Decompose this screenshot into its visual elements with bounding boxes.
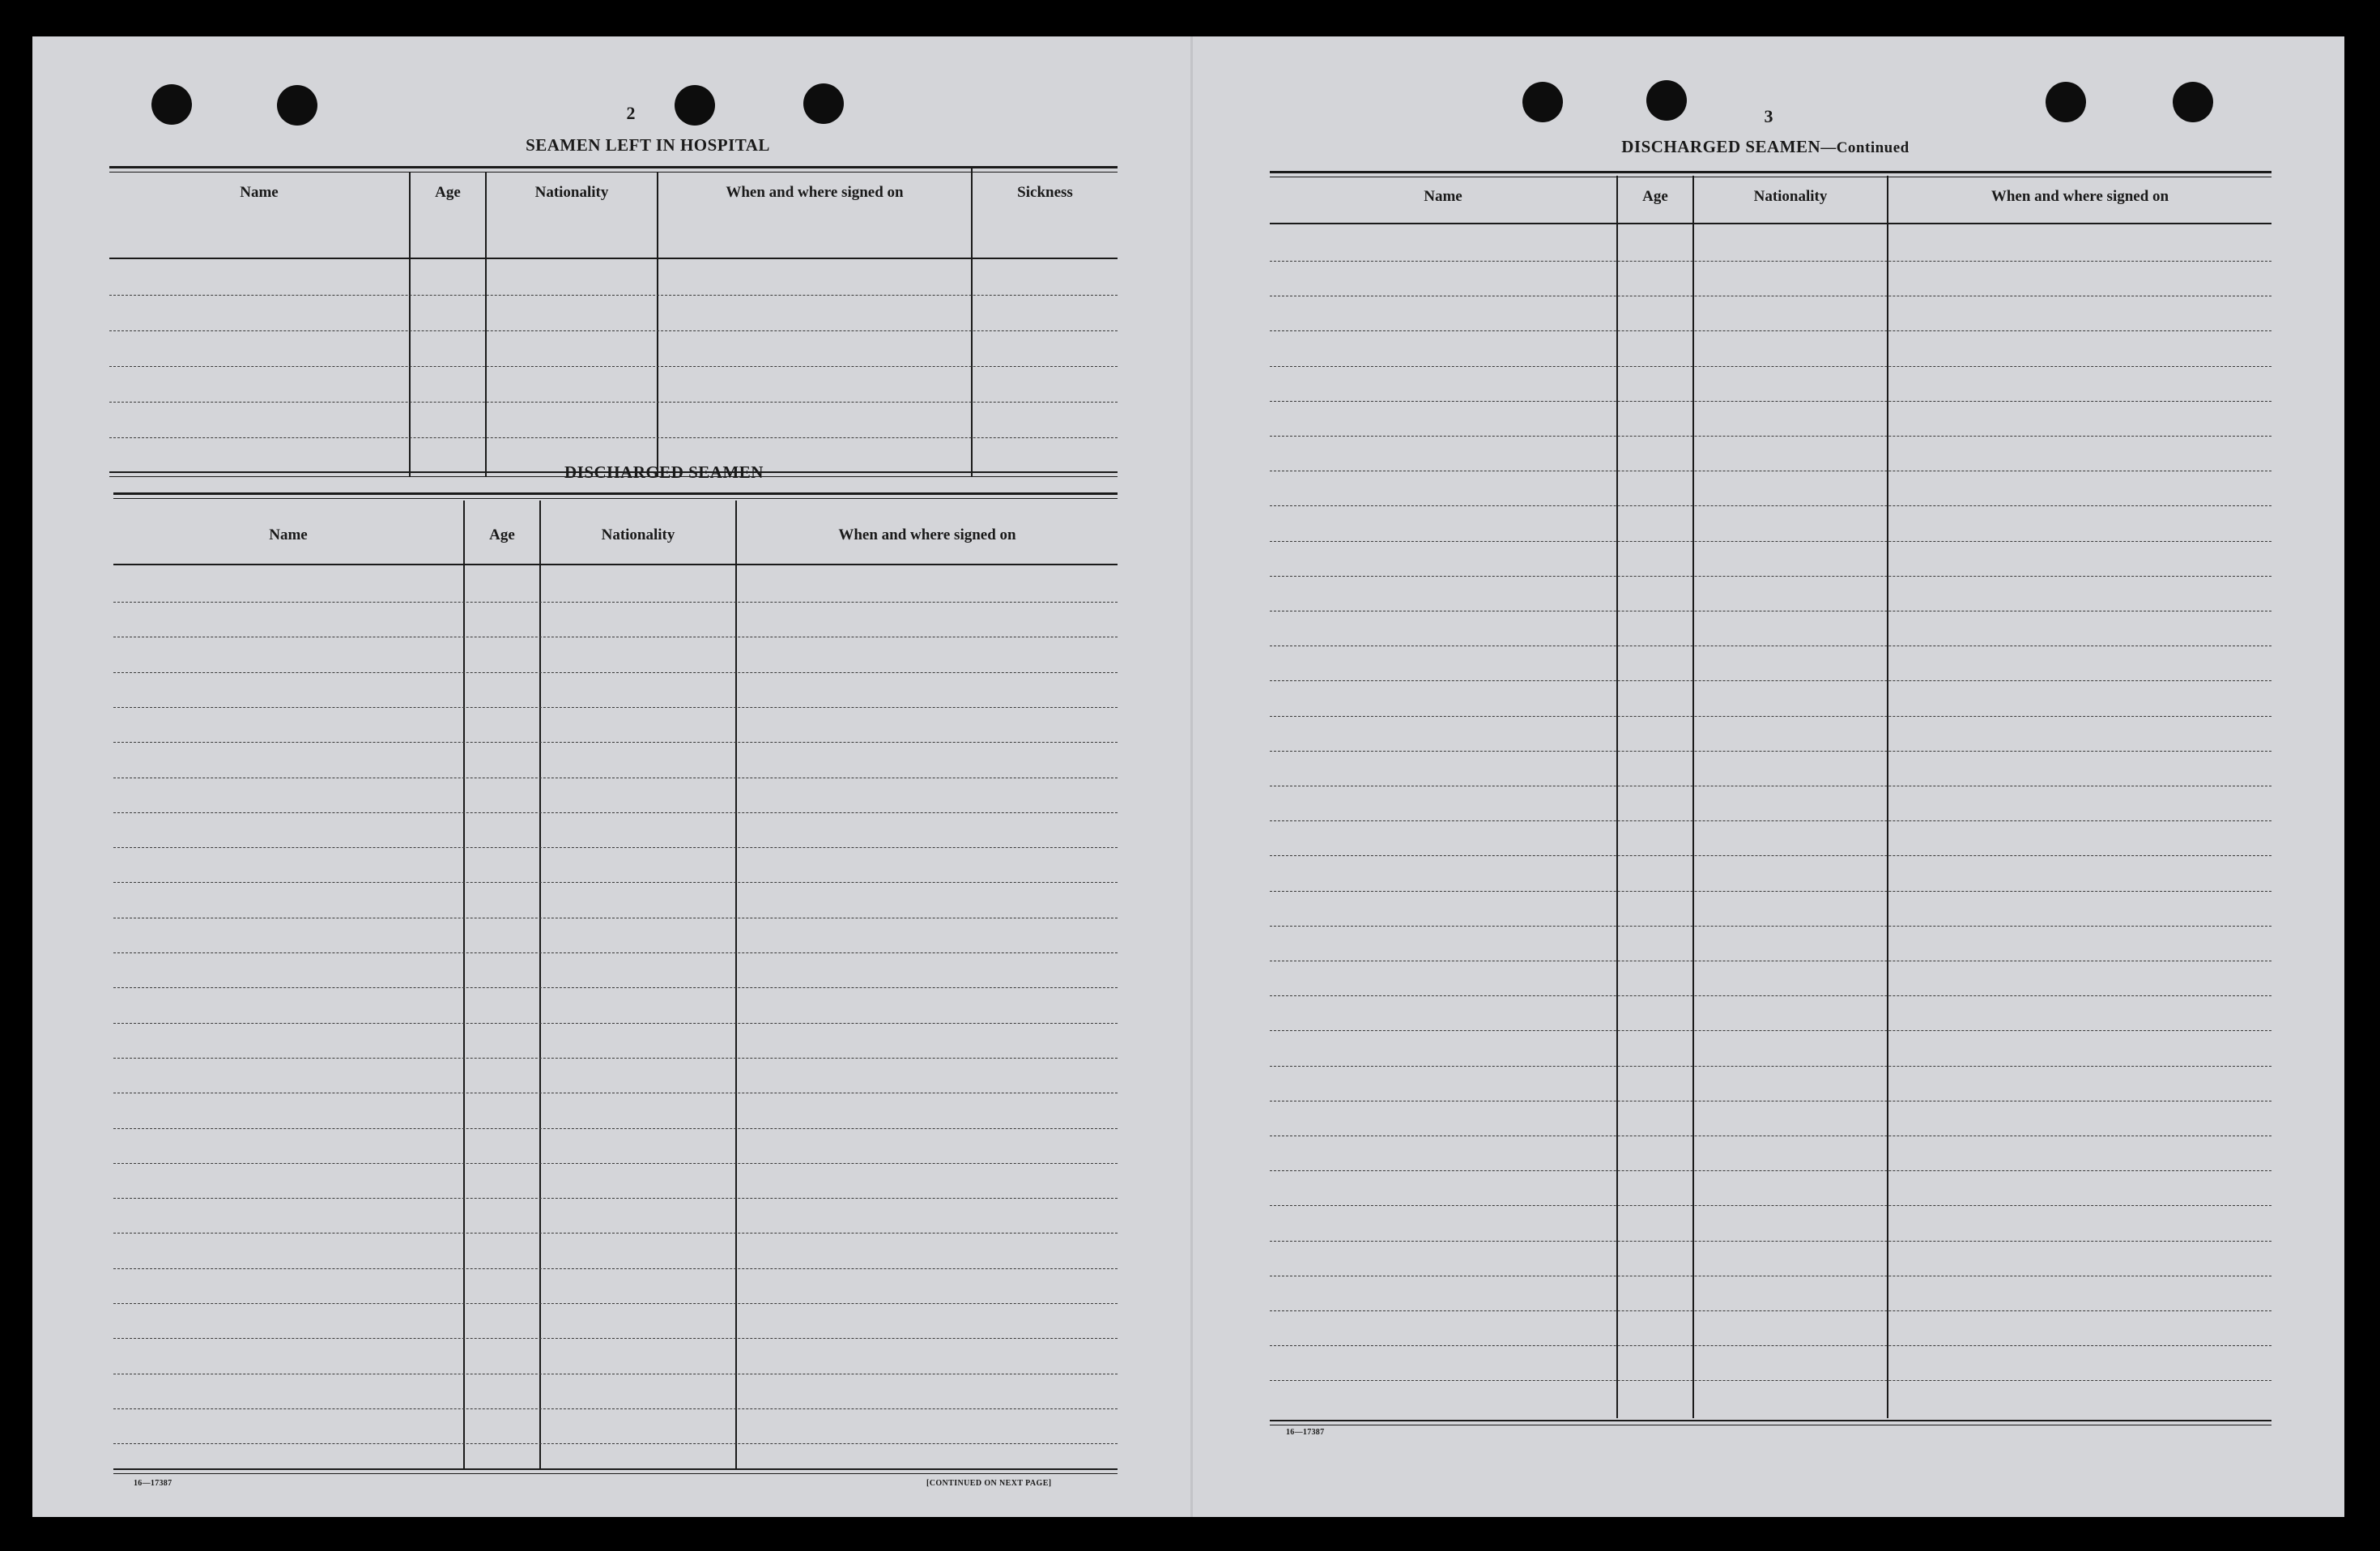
row-line — [113, 812, 1118, 813]
table-top-rule — [1270, 171, 2271, 173]
row-line — [113, 847, 1118, 848]
column-header-name: Name — [269, 526, 308, 543]
column-divider — [1692, 176, 1694, 1418]
row-line — [1270, 261, 2271, 262]
row-line — [109, 402, 1118, 403]
row-line — [1270, 716, 2271, 717]
header-rule — [113, 564, 1118, 565]
row-line — [113, 1198, 1118, 1199]
row-line — [113, 1408, 1118, 1409]
row-line — [1270, 541, 2271, 542]
punch-hole — [277, 85, 317, 126]
row-line — [113, 1023, 1118, 1024]
column-header-signed-on: When and where signed on — [838, 526, 1016, 543]
column-divider — [1887, 176, 1888, 1418]
row-line — [1270, 855, 2271, 856]
column-divider — [1616, 176, 1618, 1418]
table-top-rule — [113, 492, 1118, 495]
row-line — [1270, 995, 2271, 996]
row-line — [113, 882, 1118, 883]
row-line — [113, 672, 1118, 673]
row-line — [113, 952, 1118, 953]
form-number: 16—17387 — [134, 1479, 172, 1488]
form-number: 16—17387 — [1286, 1428, 1325, 1437]
row-line — [113, 1128, 1118, 1129]
row-line — [1270, 401, 2271, 402]
column-divider — [539, 501, 541, 1468]
table-bottom-rule — [113, 1468, 1118, 1470]
column-header-age: Age — [435, 184, 461, 201]
row-line — [1270, 891, 2271, 892]
column-header-signed-on: When and where signed on — [1990, 188, 2169, 205]
discharged-table — [113, 492, 1118, 1474]
row-line — [113, 1268, 1118, 1269]
row-line — [1270, 366, 2271, 367]
row-line — [1270, 505, 2271, 506]
column-divider — [409, 173, 411, 476]
discharged-continued-table — [1270, 171, 2271, 1459]
table-top-rule — [109, 166, 1118, 168]
row-line — [113, 1443, 1118, 1444]
row-line — [113, 1058, 1118, 1059]
page-number: 2 — [626, 103, 636, 123]
row-line — [109, 437, 1118, 438]
header-rule — [109, 258, 1118, 259]
row-line — [1270, 751, 2271, 752]
row-line — [1270, 1030, 2271, 1031]
section-title-suffix: —Continued — [1820, 139, 1910, 156]
punch-hole — [675, 85, 715, 126]
punch-hole — [803, 83, 844, 124]
row-line — [109, 366, 1118, 367]
row-line — [113, 1303, 1118, 1304]
row-line — [113, 742, 1118, 743]
row-line — [1270, 1205, 2271, 1206]
column-header-name: Name — [240, 184, 279, 201]
column-divider — [657, 173, 658, 476]
row-line — [1270, 1380, 2271, 1381]
row-line — [1270, 576, 2271, 577]
row-line — [113, 1338, 1118, 1339]
punch-hole — [2173, 82, 2213, 122]
column-divider — [485, 173, 487, 476]
column-header-nationality: Nationality — [601, 526, 675, 543]
column-header-name: Name — [1424, 188, 1462, 205]
hospital-section-title: SEAMEN LEFT IN HOSPITAL — [526, 135, 770, 155]
section-title-main: DISCHARGED SEAMEN — [1621, 137, 1821, 156]
punch-hole — [2046, 82, 2086, 122]
page-number: 3 — [1764, 106, 1773, 126]
row-line — [1270, 1066, 2271, 1067]
row-line — [1270, 1170, 2271, 1171]
column-header-age: Age — [1642, 188, 1668, 205]
document-sheet — [32, 36, 2344, 1517]
left-page — [32, 36, 1190, 1517]
punch-hole — [1646, 80, 1687, 121]
row-line — [113, 1233, 1118, 1234]
punch-hole — [151, 84, 192, 125]
row-line — [1270, 330, 2271, 331]
row-line — [113, 987, 1118, 988]
column-divider — [735, 501, 737, 1468]
discharged-section-title: DISCHARGED SEAMEN — [564, 462, 764, 482]
column-header-age: Age — [489, 526, 515, 543]
column-divider — [463, 501, 465, 1468]
header-rule — [1270, 223, 2271, 224]
column-divider — [971, 166, 973, 476]
row-line — [1270, 1310, 2271, 1311]
row-line — [1270, 436, 2271, 437]
column-header-sickness: Sickness — [1017, 184, 1073, 201]
continued-note: [CONTINUED ON NEXT PAGE] — [926, 1479, 1052, 1488]
row-line — [113, 707, 1118, 708]
hospital-table — [109, 166, 1118, 482]
row-line — [1270, 820, 2271, 821]
row-line — [1270, 680, 2271, 681]
punch-hole — [1522, 82, 1563, 122]
row-line — [113, 602, 1118, 603]
row-line — [113, 1163, 1118, 1164]
row-line — [109, 295, 1118, 296]
row-line — [1270, 1345, 2271, 1346]
right-page — [1190, 36, 2344, 1517]
row-line — [1270, 1241, 2271, 1242]
row-line — [109, 330, 1118, 331]
row-line — [1270, 926, 2271, 927]
column-header-signed-on: When and where signed on — [726, 184, 904, 201]
table-bottom-rule — [1270, 1420, 2271, 1421]
discharged-continued-title — [1539, 137, 1992, 157]
column-header-nationality: Nationality — [1753, 188, 1828, 205]
column-header-nationality: Nationality — [534, 184, 609, 201]
